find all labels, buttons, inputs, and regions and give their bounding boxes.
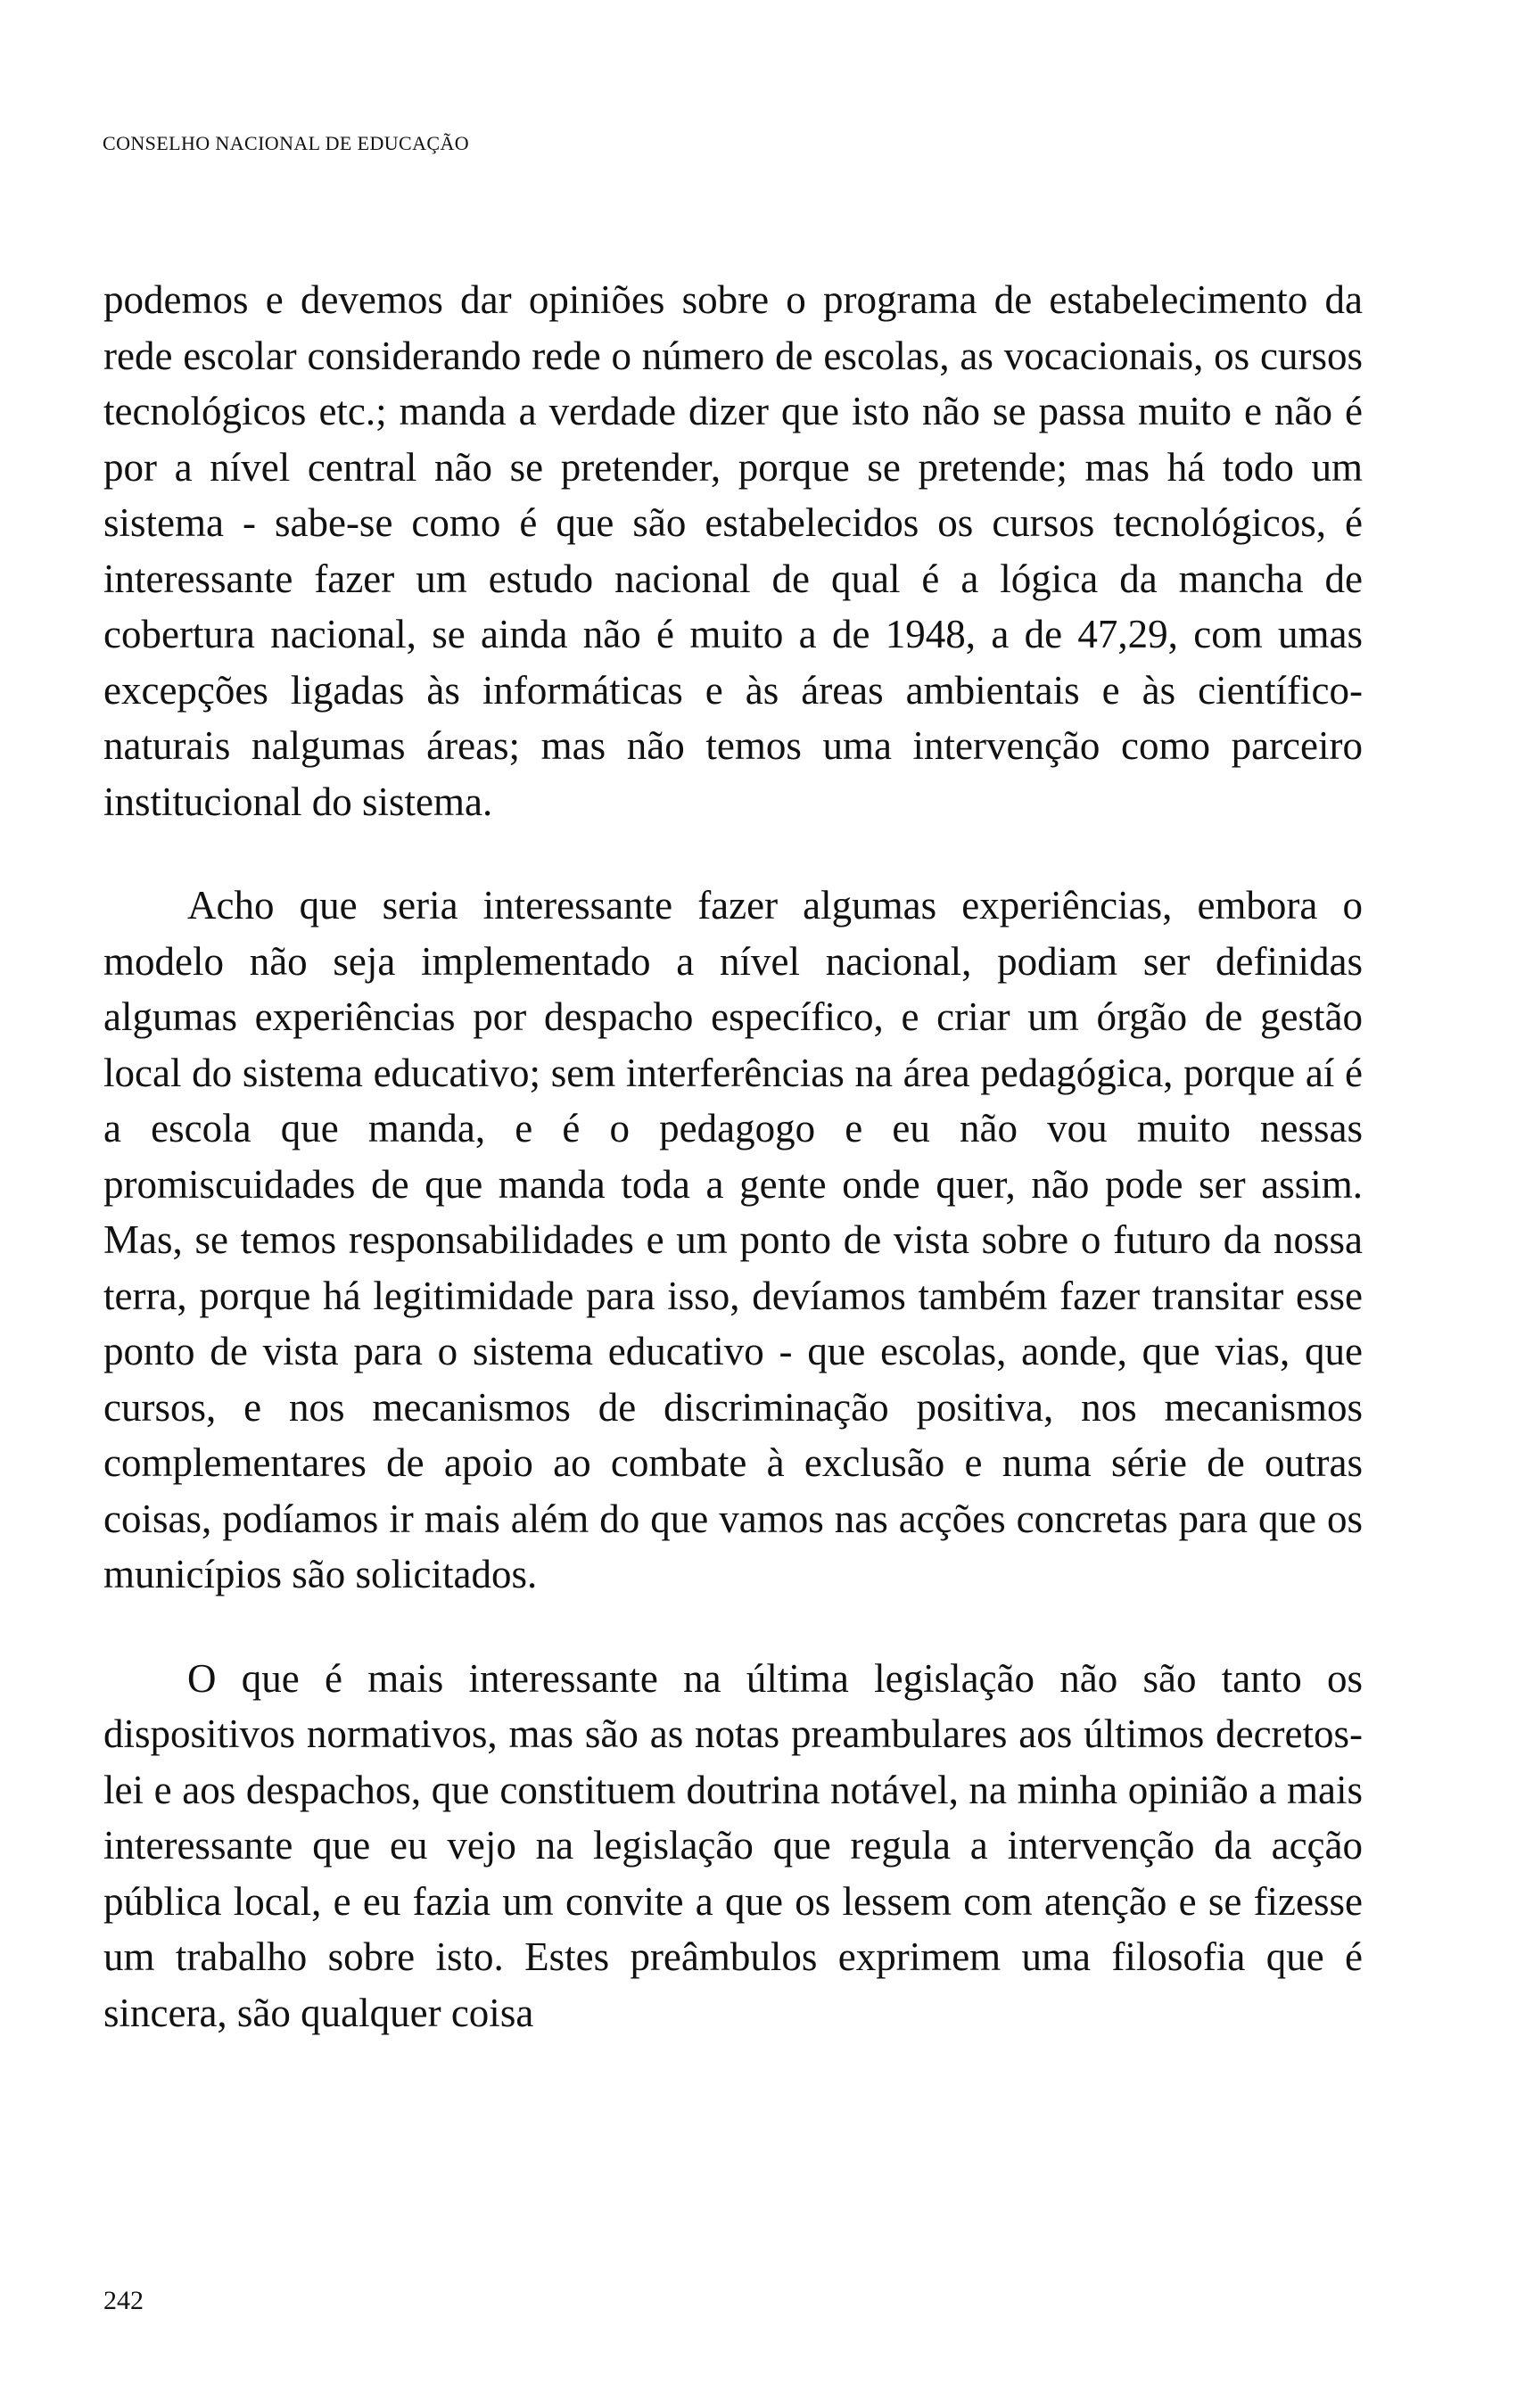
body-text (103, 272, 1363, 2041)
paragraph-continuation: podemos e devemos dar opiniões sobre o programa de estabelecimento da rede escolar considerando rede o número de escolas, as vocacionais, os cursos tecnológicos etc.; manda a verdade dizer que isto não se passa muito e não é por a nível central não se pretender, porque se pretende; mas há todo um sistema - sabe-se como é que são estabelecidos os cursos tecnológicos, é interessante fazer um estudo nacional de qual é a lógica da mancha de cobertura nacional, se ainda não é muito a de 1948, a de 47,29, com umas excepções ligadas às informáticas e às áreas ambientais e às científico-naturais nalgumas áreas; mas não temos uma intervenção como parceiro institucional do sistema. (103, 277, 1363, 824)
running-header: CONSELHO NACIONAL DE EDUCAÇÃO (103, 132, 470, 154)
paragraph: Acho que seria interessante fazer algumas experiências, embora o modelo não seja implementado a nível nacional, podiam ser definidas algumas experiências por despacho específico, e criar um órgão de gestão local do sistema educativo; sem interferências na área pedagógica, porque aí é a escola que manda, e é o pedagogo e eu não vou muito nessas promiscuidades de que manda toda a gente onde quer, não pode ser assim. Mas, se temos responsabilidades e um ponto de vista sobre o futuro da nossa terra, porque há legitimidade para isso, devíamos também fazer transitar esse ponto de vista para o sistema educativo - que escolas, aonde, que vias, que cursos, e nos mecanismos de discriminação positiva, nos mecanismos complementares de apoio ao combate à exclusão e numa série de outras coisas, podíamos ir mais além do que vamos nas acções concretas para que os municípios são solicitados. (103, 883, 1363, 1596)
page-number: 242 (103, 2286, 144, 2315)
paragraph: O que é mais interessante na última legislação não são tanto os dispositivos normativos, mas são as notas preambulares aos últimos decretos-lei e aos despachos, que constituem doutrina notável, na minha opinião a mais interessante que eu vejo na legislação que regula a intervenção da acção pública local, e eu fazia um convite a que os lessem com atenção e se fizesse um trabalho sobre isto. Estes preâmbulos exprimem uma filosofia que é sincera, são qualquer coisa (103, 1655, 1363, 2035)
